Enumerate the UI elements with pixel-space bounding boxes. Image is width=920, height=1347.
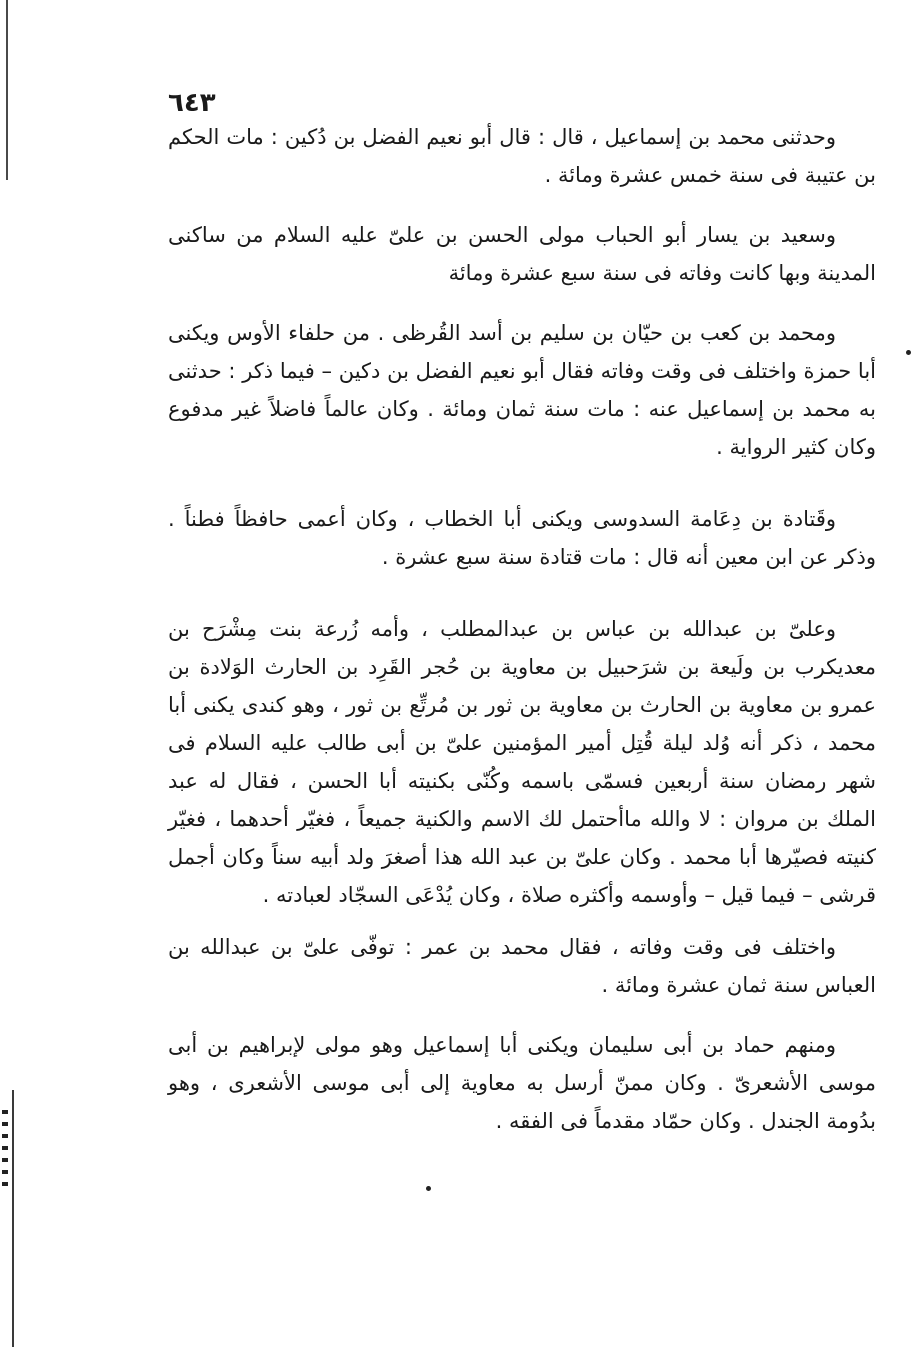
entry-paragraph: ومحمد بن كعب بن حيّان بن سليم بن أسد القُرظى . من حلفاء الأوس ويكنى أبا حمزة واختلف فى وقت وفاته فقال أبو نعيم الفضل بن دكين – فيما ذكر : حدثنى به محمد بن إسماعيل عنه : مات سنة ثمان ومائة . وكان عالماً فاضلاً غير مدفوع وكان كثير الرواية .	[168, 321, 876, 459]
entry-paragraph: وسعيد بن يسار أبو الحباب مولى الحسن بن علىّ عليه السلام من ساكنى المدينة وبها كانت وفاته فى سنة سبع عشرة ومائة	[168, 223, 876, 285]
page-body	[168, 118, 876, 1140]
page-number: ٦٤٣	[168, 88, 216, 118]
scan-edge-line	[6, 0, 8, 180]
scan-speck	[906, 350, 911, 355]
entry-paragraph: وحدثنى محمد بن إسماعيل ، قال : قال أبو نعيم الفضل بن دُكين : مات الحكم بن عتيبة فى سنة خمس عشرة ومائة .	[168, 125, 876, 187]
scan-edge-line	[12, 1090, 14, 1347]
entry-paragraph: ومنهم حماد بن أبى سليمان ويكنى أبا إسماعيل وهو مولى لإبراهيم بن أبى موسى الأشعرىّ . وكان ممنّ أرسل به معاوية إلى أبى موسى الأشعرى ، وهو بدُومة الجندل . وكان حمّاد مقدماً فى الفقه .	[168, 1033, 876, 1133]
scan-speck	[426, 1186, 431, 1191]
entry-paragraph: واختلف فى وقت وفاته ، فقال محمد بن عمر : توفّى علىّ بن عبدالله بن العباس سنة ثمان عشرة ومائة .	[168, 935, 876, 997]
scan-margin-dots	[2, 1110, 8, 1190]
entry-paragraph: وقَتادة بن دِعَامة السدوسى ويكنى أبا الخطاب ، وكان أعمى حافظاً فطناً . وذكر عن ابن معين أنه قال : مات قتادة سنة سبع عشرة .	[168, 507, 876, 569]
entry-paragraph: وعلىّ بن عبدالله بن عباس بن عبدالمطلب ، وأمه زُرعة بنت مِشْرَح بن معديكرب بن ولَيعة بن شرَحبيل بن معاوية بن حُجر القَرِد بن الحارث الوَلادة بن عمرو بن معاوية بن الحارث بن معاوية بن ثور بن مُرتِّع بن ثور ، وهو كندى يكنى أبا محمد ، ذكر أنه وُلد ليلة قُتِل أمير المؤمنين علىّ بن أبى طالب عليه السلام فى شهر رمضان سنة أربعين فسمّى باسمه وكُنّى بكنيته أبا الحسن ، فقال له عبد الملك بن مروان : لا والله ماأحتمل لك الاسم والكنية جميعاً ، فغيّر أحدهما ، فغيّر كنيته فصيّرها أبا محمد . وكان علىّ بن عبد الله هذا أصغرَ ولد أبيه سناً وكان أجمل قرشى – فيما قيل – وأوسمه وأكثره صلاة ، وكان يُدْعَى السجّاد لعبادته .	[168, 617, 876, 907]
